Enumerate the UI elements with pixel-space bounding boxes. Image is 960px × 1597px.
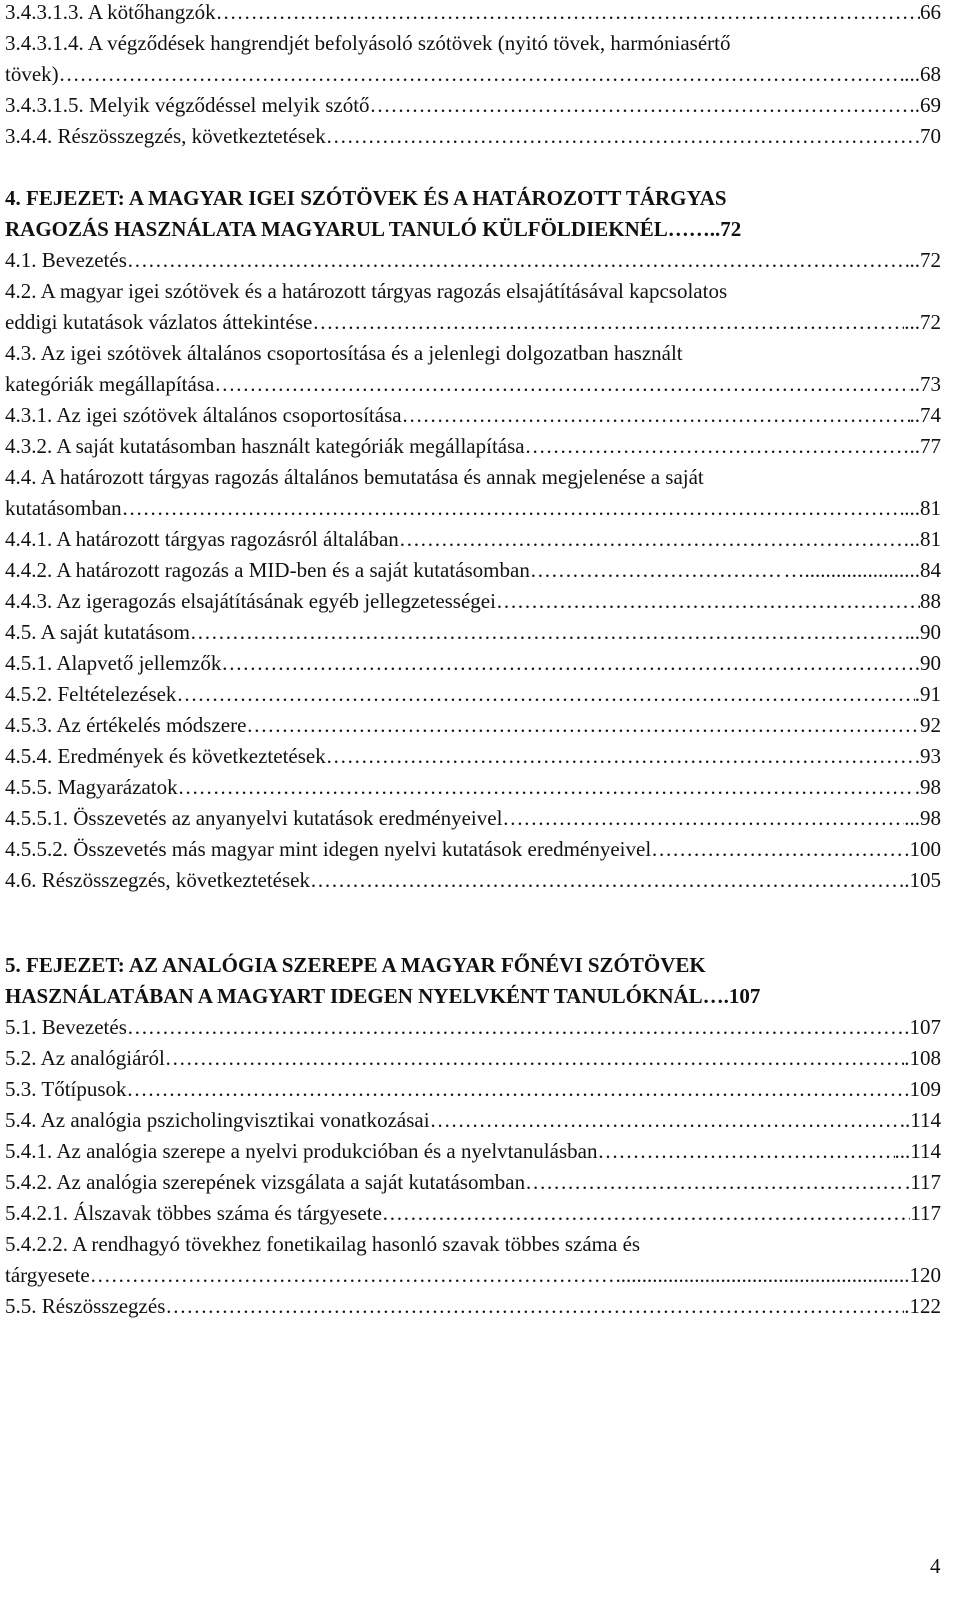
toc-dot-leader <box>430 1105 900 1136</box>
table-of-contents <box>5 0 941 1322</box>
toc-entry[interactable] <box>5 586 941 617</box>
toc-entry-title: 4.4.1. A határozott tárgyas ragozásról általában <box>5 527 399 551</box>
toc-entry[interactable] <box>5 1074 941 1105</box>
toc-dot-leader <box>326 741 915 772</box>
toc-entry-page: .107 <box>723 984 761 1008</box>
toc-entry[interactable] <box>5 0 941 28</box>
toc-entry-leader: ……. <box>667 217 716 241</box>
toc-entry[interactable] <box>5 1291 941 1322</box>
toc-dot-leader <box>370 90 915 121</box>
toc-entry-page: .108 <box>904 1046 941 1070</box>
toc-entry[interactable] <box>5 1136 941 1167</box>
toc-dot-leader <box>178 772 915 803</box>
toc-entry[interactable] <box>5 276 941 338</box>
toc-entry[interactable] <box>5 462 941 524</box>
toc-entry[interactable] <box>5 400 941 431</box>
toc-entry-page: ..74 <box>909 403 941 427</box>
toc-entry-title: kutatásomban <box>5 496 122 520</box>
toc-entry-page: ..81 <box>909 527 941 551</box>
toc-entry-page: .98 <box>914 775 941 799</box>
toc-entry[interactable] <box>5 183 941 245</box>
toc-entry-page: .93 <box>914 744 941 768</box>
toc-entry[interactable] <box>5 1043 941 1074</box>
toc-entry-title: 5.5. Részösszegzés <box>5 1294 166 1318</box>
toc-dot-leader <box>496 586 920 617</box>
toc-dot-leader <box>59 59 905 90</box>
toc-entry-title: 5.4.2.2. A rendhagyó tövekhez fonetikailag hasonló szavak többes száma és <box>5 1232 641 1256</box>
toc-entry-page: ..77 <box>909 434 941 458</box>
toc-entry-title: 4.5.5.1. Összevetés az anyanyelvi kutatások eredményeivel <box>5 806 503 830</box>
toc-entry-title: 5.2. Az analógiáról <box>5 1046 165 1070</box>
toc-entry-title: 4.2. A magyar igei szótövek és a határozott tárgyas ragozás elsajátításával kapcsolatos <box>5 279 728 303</box>
toc-dot-leader <box>651 834 904 865</box>
toc-entry[interactable] <box>5 648 941 679</box>
toc-entry-title: 5. FEJEZET: AZ ANALÓGIA SZEREPE A MAGYAR FŐNÉVI SZÓTÖVEK <box>5 953 706 977</box>
toc-entry-page: ..72 <box>909 248 941 272</box>
toc-entry-title: 3.4.3.1.5. Melyik végződéssel melyik szótő <box>5 93 370 117</box>
toc-entry-page: ...98 <box>904 806 941 830</box>
toc-entry-page: .72 <box>715 217 742 241</box>
toc-dot-leader <box>326 121 915 152</box>
toc-entry-title: 4.3.2. A saját kutatásomban használt kategóriák megállapítása <box>5 434 525 458</box>
toc-entry-page: .91 <box>914 682 941 706</box>
toc-entry[interactable] <box>5 1198 941 1229</box>
toc-entry[interactable] <box>5 679 941 710</box>
toc-dot-leader <box>176 679 914 710</box>
toc-entry[interactable] <box>5 338 941 400</box>
toc-entry-page: ..105 <box>899 868 941 892</box>
toc-dot-leader <box>530 555 784 586</box>
toc-dot-leader <box>165 1043 904 1074</box>
toc-entry-page: ..73 <box>909 372 941 396</box>
toc-dot-leader <box>127 245 910 276</box>
toc-dot-leader <box>122 493 905 524</box>
toc-dot-leader <box>165 1291 904 1322</box>
toc-entry-title: 5.3. Tőtípusok <box>5 1077 127 1101</box>
toc-entry-title: 5.1. Bevezetés <box>5 1015 127 1039</box>
toc-entry-page: .70 <box>914 124 941 148</box>
toc-entry-page: 92 <box>920 713 941 737</box>
toc-entry-page: ..90 <box>909 620 941 644</box>
toc-entry-title: eddigi kutatások vázlatos áttekintése <box>5 310 313 334</box>
toc-entry-title: 4.5.3. Az értékelés módszere <box>5 713 247 737</box>
toc-entry-title: tárgyesete <box>5 1263 90 1287</box>
toc-entry[interactable] <box>5 772 941 803</box>
toc-dot-leader <box>216 0 920 28</box>
toc-entry-title: 4.5.5. Magyarázatok <box>5 775 178 799</box>
toc-entry[interactable] <box>5 950 941 1012</box>
toc-entry-title: 4.4. A határozott tárgyas ragozás általános bemutatása és annak megjelenése a saját <box>5 465 704 489</box>
toc-entry-page: ........................................................120 <box>615 1263 941 1287</box>
toc-entry-page: .109 <box>904 1077 941 1101</box>
toc-entry-title: 4.1. Bevezetés <box>5 248 127 272</box>
toc-entry-page: .107 <box>904 1015 941 1039</box>
toc-dot-leader <box>502 803 904 834</box>
toc-entry-page: 117 <box>910 1201 941 1225</box>
toc-entry-title: HASZNÁLATÁBAN A MAGYART IDEGEN NYELVKÉNT TANULÓKNÁL <box>5 984 703 1008</box>
page-number: 4 <box>930 1554 941 1578</box>
toc-entry-title: 3.4.3.1.4. A végződések hangrendjét befolyásoló szótövek (nyitó tövek, harmóniasértő <box>5 31 731 55</box>
toc-entry-page: .122 <box>904 1294 941 1318</box>
toc-dot-leader <box>90 1260 616 1291</box>
toc-entry-page: 66 <box>920 0 941 24</box>
toc-entry-title: 4. FEJEZET: A MAGYAR IGEI SZÓTÖVEK ÉS A HATÁROZOTT TÁRGYAS <box>5 186 727 210</box>
toc-dot-leader <box>221 648 914 679</box>
toc-dot-leader <box>525 431 910 462</box>
toc-entry[interactable] <box>5 1012 941 1043</box>
toc-entry[interactable] <box>5 121 941 152</box>
toc-entry-title: 5.4.2.1. Álszavak többes száma és tárgyesete <box>5 1201 382 1225</box>
toc-entry[interactable] <box>5 710 941 741</box>
toc-entry-title: 5.4.1. Az analógia szerepe a nyelvi produkcióban és a nyelvtanulásban <box>5 1139 598 1163</box>
toc-entry[interactable] <box>5 803 941 834</box>
toc-entry[interactable] <box>5 865 941 896</box>
toc-entry-page: .100 <box>904 837 941 861</box>
toc-entry[interactable] <box>5 28 941 90</box>
toc-entry-title: 4.6. Részösszegzés, következtetések <box>5 868 310 892</box>
toc-entry[interactable] <box>5 245 941 276</box>
toc-entry-title: kategóriák megállapítása <box>5 372 215 396</box>
toc-dot-leader <box>312 307 904 338</box>
toc-dot-leader <box>190 617 910 648</box>
toc-entry-title: 4.5. A saját kutatásom <box>5 620 190 644</box>
toc-entry-title: 4.4.3. Az igeragozás elsajátításának egyéb jellegzetességei <box>5 589 496 613</box>
toc-entry-page: ..114 <box>899 1108 941 1132</box>
toc-entry-title: 5.4.2. Az analógia szerepének vizsgálata a saját kutatásomban <box>5 1170 526 1194</box>
toc-entry-title: 4.5.1. Alapvető jellemzők <box>5 651 222 675</box>
toc-entry-title: 3.4.4. Részösszegzés, következtetések <box>5 124 326 148</box>
toc-entry-title: 5.4. Az analógia pszicholingvisztikai vonatkozásai <box>5 1108 430 1132</box>
toc-entry-page: .90 <box>914 651 941 675</box>
toc-entry-title: 4.4.2. A határozott ragozás a MID-ben és a saját kutatásomban <box>5 558 530 582</box>
toc-entry[interactable] <box>5 1229 941 1291</box>
toc-dot-leader <box>127 1074 905 1105</box>
toc-entry-page: ...68 <box>904 62 941 86</box>
toc-entry[interactable] <box>5 524 941 555</box>
toc-entry[interactable] <box>5 617 941 648</box>
toc-entry-page: ...81 <box>904 496 941 520</box>
toc-entry-title: 3.4.3.1.3. A kötőhangzók <box>5 0 216 24</box>
toc-dot-leader <box>597 1136 894 1167</box>
toc-entry-leader: … <box>702 984 724 1008</box>
toc-entry-title: 4.5.2. Feltételezések <box>5 682 177 706</box>
toc-dot-leader <box>127 1012 904 1043</box>
toc-dot-leader <box>214 369 909 400</box>
toc-entry-page: .117 <box>905 1170 941 1194</box>
toc-entry-page: .69 <box>914 93 941 117</box>
toc-entry[interactable] <box>5 741 941 772</box>
toc-entry[interactable] <box>5 431 941 462</box>
toc-dot-leader <box>310 865 899 896</box>
toc-dot-leader <box>246 710 920 741</box>
toc-entry-title: 4.5.4. Eredmények és következtetések <box>5 744 326 768</box>
toc-entry-page: ...72 <box>904 310 941 334</box>
toc-entry-title: tövek) <box>5 62 59 86</box>
toc-entry-title: 4.5.5.2. Összevetés más magyar mint idegen nyelvi kutatások eredményeivel <box>5 837 652 861</box>
toc-entry[interactable] <box>5 1167 941 1198</box>
toc-entry-title: 4.3. Az igei szótövek általános csoportosítása és a jelenlegi dolgozatban használt <box>5 341 683 365</box>
toc-dot-leader <box>382 1198 910 1229</box>
toc-dot-leader <box>525 1167 905 1198</box>
toc-entry-page: ...114 <box>894 1139 941 1163</box>
toc-entry[interactable] <box>5 834 941 865</box>
toc-entry-page: 88 <box>920 589 941 613</box>
toc-entry[interactable] <box>5 555 941 586</box>
toc-entry-title: 4.3.1. Az igei szótövek általános csoportosítása <box>5 403 402 427</box>
toc-entry[interactable] <box>5 90 941 121</box>
toc-entry-title: RAGOZÁS HASZNÁLATA MAGYARUL TANULÓ KÜLFÖLDIEKNÉL <box>5 217 668 241</box>
toc-dot-leader <box>402 400 910 431</box>
toc-dot-leader <box>399 524 910 555</box>
toc-entry[interactable] <box>5 1105 941 1136</box>
toc-entry-page: …......................84 <box>783 558 941 582</box>
